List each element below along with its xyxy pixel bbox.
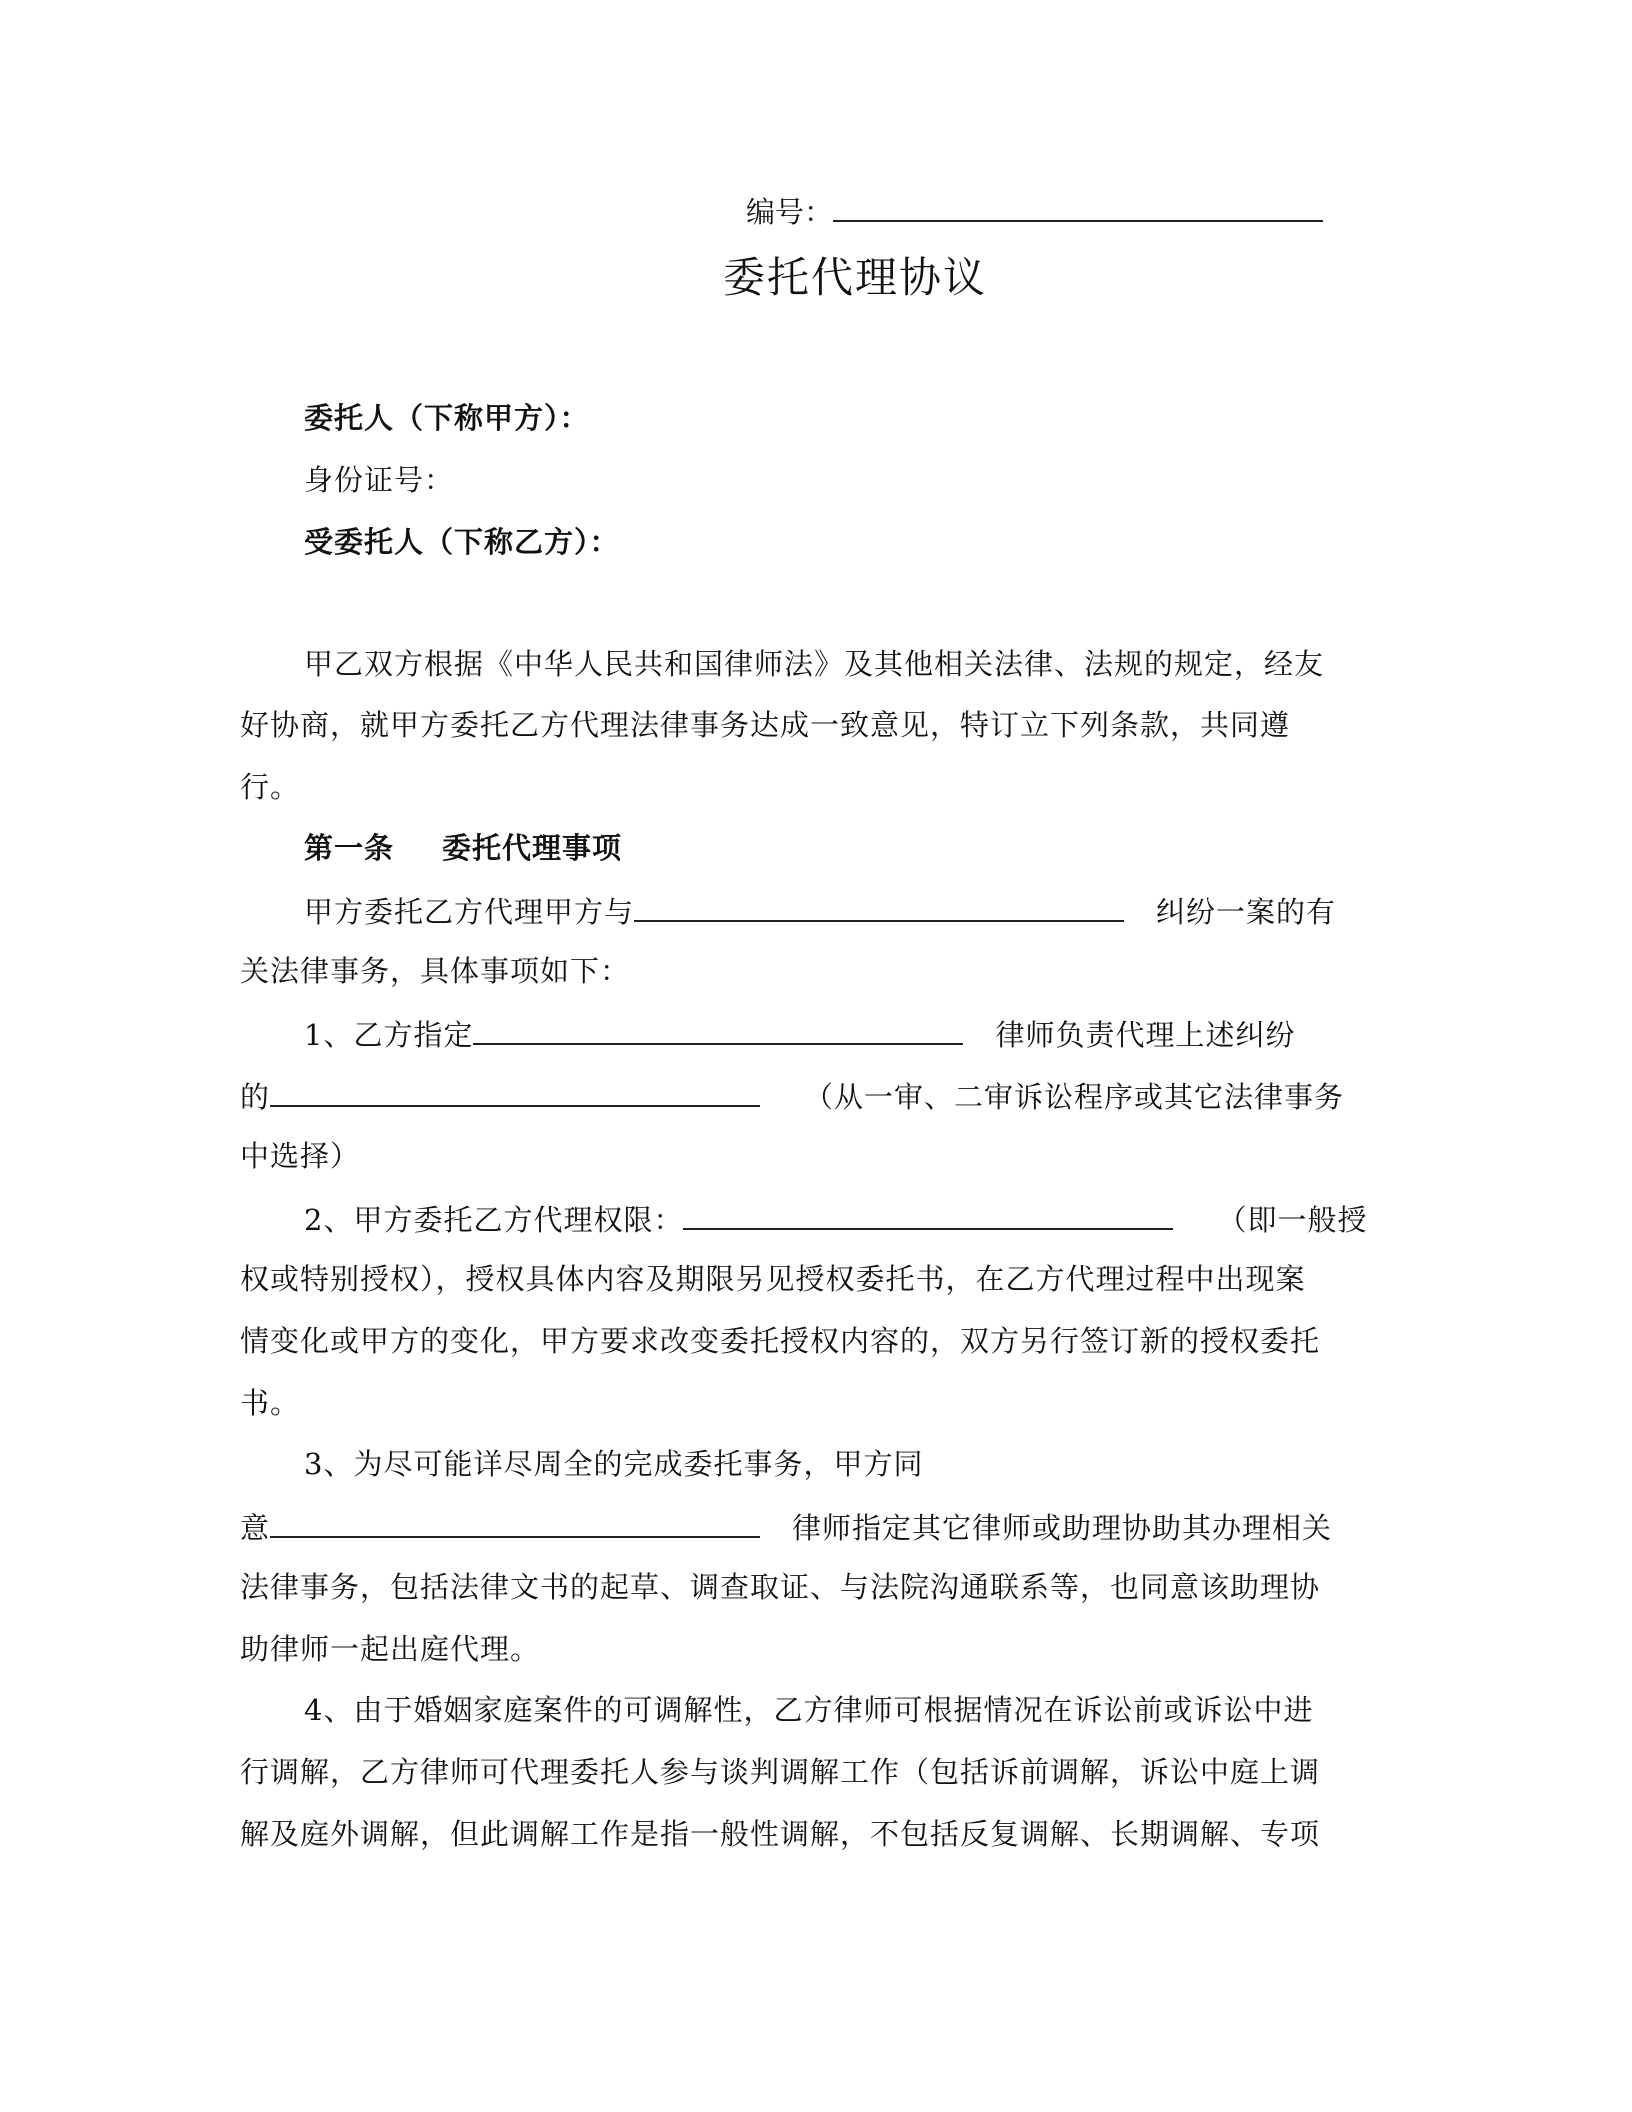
principal-label: 委托人（下称甲方）： (304, 401, 590, 435)
article-1-text: 纠纷一案的有 (1156, 895, 1337, 929)
contract-number-blank[interactable] (833, 190, 1323, 222)
consent-lawyer-blank[interactable] (270, 1506, 760, 1538)
authority-blank[interactable] (683, 1198, 1173, 1230)
id-number-label: 身份证号： (304, 463, 455, 497)
lawyer-name-blank[interactable] (473, 1013, 963, 1045)
intro-line-1: 甲乙双方根据《中华人民共和国律师法》及其他相关法律、法规的规定，经友 (304, 647, 1325, 681)
item-1-text: 律师负责代理上述纠纷 (995, 1018, 1296, 1052)
agent-label: 受委托人（下称乙方）： (304, 525, 620, 559)
item-4-line-3: 解及庭外调解，但此调解工作是指一般性调解，不包括反复调解、长期调解、专项 (240, 1817, 1321, 1851)
item-3-line-2 (240, 1506, 1400, 1548)
contract-number-label: 编号： (746, 195, 834, 229)
document-title: 委托代理协议 (722, 253, 987, 302)
article-1-text: 甲方委托乙方代理甲方与 (304, 895, 635, 929)
item-3-text: 意 (240, 1511, 271, 1545)
item-3-line-1: 3、为尽可能详尽周全的完成委托事务，甲方同 (304, 1447, 924, 1481)
item-4-line-1: 4、由于婚姻家庭案件的可调解性，乙方律师可根据情况在诉讼前或诉讼中进 (304, 1693, 1314, 1727)
item-1-line-2 (240, 1075, 1400, 1117)
item-2-text: （即一般授 (1217, 1203, 1368, 1237)
item-2-line-1 (304, 1198, 1464, 1240)
item-4-line-2: 行调解，乙方律师可代理委托人参与谈判调解工作（包括诉前调解，诉讼中庭上调 (240, 1755, 1321, 1789)
contract-number-line (746, 190, 1323, 232)
item-2-line-4: 书。 (240, 1386, 301, 1420)
item-1-line-3: 中选择） (240, 1139, 361, 1173)
dispute-party-blank[interactable] (634, 890, 1124, 922)
article-1-para-line-1 (304, 890, 1464, 932)
item-3-text: 律师指定其它律师或助理协助其办理相关 (792, 1511, 1333, 1545)
item-1-text: （从一审、二审诉讼程序或其它法律事务 (804, 1080, 1345, 1114)
item-3-line-3: 法律事务，包括法律文书的起草、调查取证、与法院沟通联系等，也同意该助理协 (240, 1570, 1321, 1604)
item-2-text: 2、甲方委托乙方代理权限： (304, 1203, 684, 1237)
procedure-blank[interactable] (270, 1075, 760, 1107)
item-2-line-2: 权或特别授权），授权具体内容及期限另见授权委托书，在乙方代理过程中出现案 (240, 1262, 1306, 1296)
item-1-text: 1、乙方指定 (304, 1018, 474, 1052)
intro-line-2: 好协商，就甲方委托乙方代理法律事务达成一致意见，特订立下列条款，共同遵 (240, 708, 1291, 742)
item-1-line-1 (304, 1013, 1464, 1055)
intro-line-3: 行。 (240, 770, 301, 804)
item-1-text: 的 (240, 1080, 271, 1114)
article-1-heading (304, 828, 1464, 868)
article-1-para-line-2: 关法律事务，具体事项如下： (240, 954, 631, 988)
item-2-line-3: 情变化或甲方的变化，甲方要求改变委托授权内容的，双方另行签订新的授权委托 (240, 1324, 1321, 1358)
article-1-title: 委托代理事项 (442, 831, 623, 865)
item-3-line-4: 助律师一起出庭代理。 (240, 1632, 541, 1666)
article-1-number: 第一条 (304, 831, 395, 865)
